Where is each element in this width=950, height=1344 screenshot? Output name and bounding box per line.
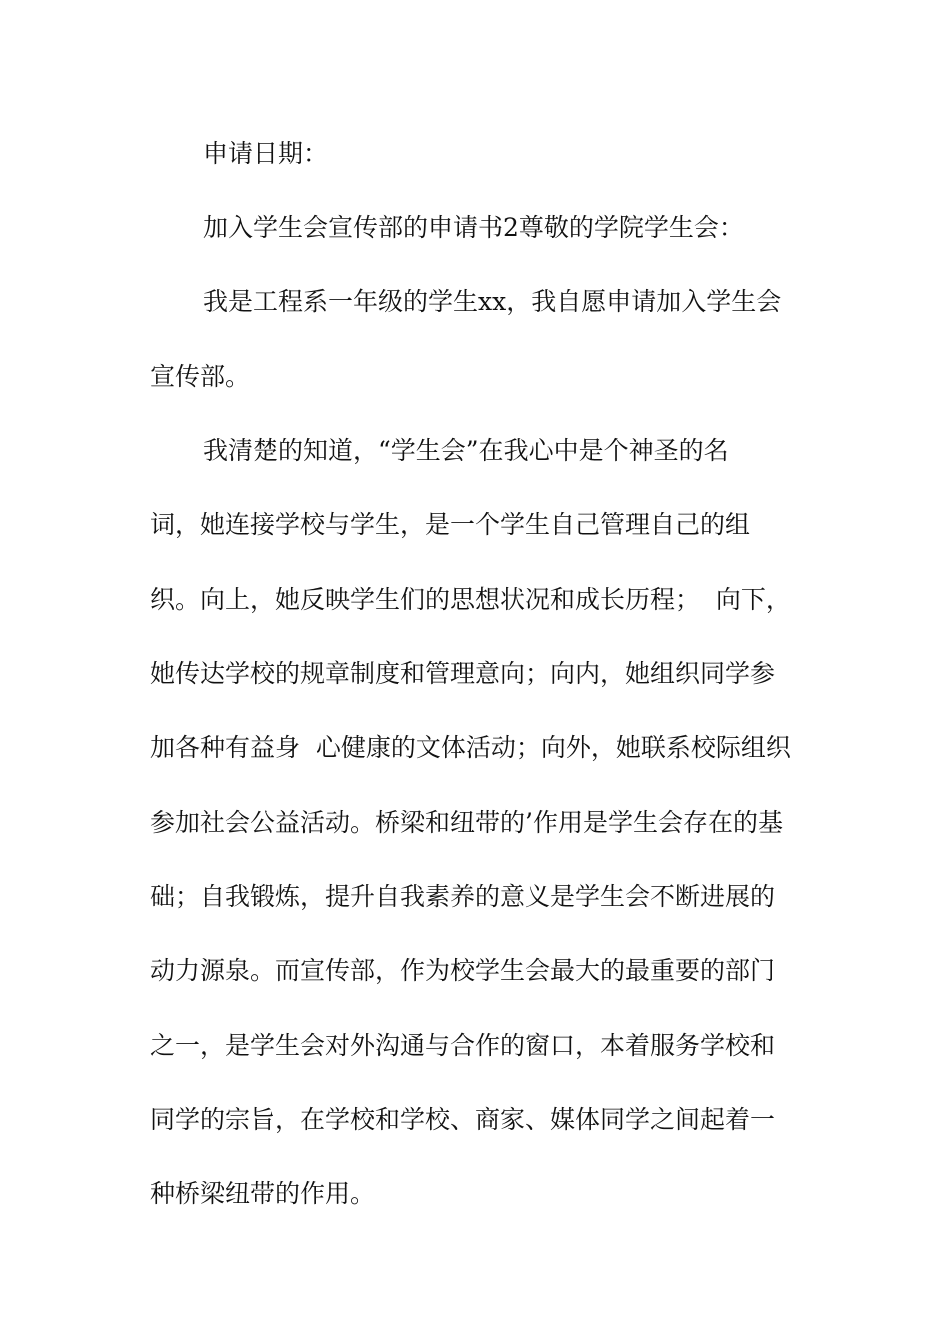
paragraph-line: 参加社会公益活动。桥梁和纽带的’作用是学生会存在的基: [150, 808, 783, 837]
paragraph-line: 加各种有益身 心健康的文体活动；向外，她联系校际组织: [150, 733, 791, 762]
paragraph-line: 我是工程系一年级的学生xx，我自愿申请加入学生会: [203, 287, 782, 316]
paragraph-line: 词，她连接学校与学生，是一个学生自己管理自己的组: [150, 510, 751, 539]
paragraph-line: 础；自我锻炼，提升自我素养的意义是学生会不断进展的: [150, 882, 776, 911]
paragraph-line: 之一，是学生会对外沟通与合作的窗口，本着服务学校和: [150, 1031, 776, 1060]
paragraph-line: 我清楚的知道，“学生会”在我心中是个神圣的名: [203, 436, 729, 465]
paragraph-line: 种桥梁纽带的作用。: [150, 1179, 376, 1208]
application-date-line: 申请日期：: [203, 139, 329, 168]
paragraph-line: 宣传部。: [150, 362, 251, 391]
paragraph-line: 同学的宗旨，在学校和学校、商家、媒体同学之间起着一: [150, 1105, 776, 1134]
paragraph-line: 动力源泉。而宣传部，作为校学生会最大的最重要的部门: [150, 956, 776, 985]
paragraph-line: 织。向上，她反映学生们的思想状况和成长历程； 向下，: [150, 585, 791, 614]
salutation-line: 加入学生会宣传部的申请书2尊敬的学院学生会：: [203, 213, 744, 242]
paragraph-line: 她传达学校的规章制度和管理意向；向内，她组织同学参: [150, 659, 776, 688]
